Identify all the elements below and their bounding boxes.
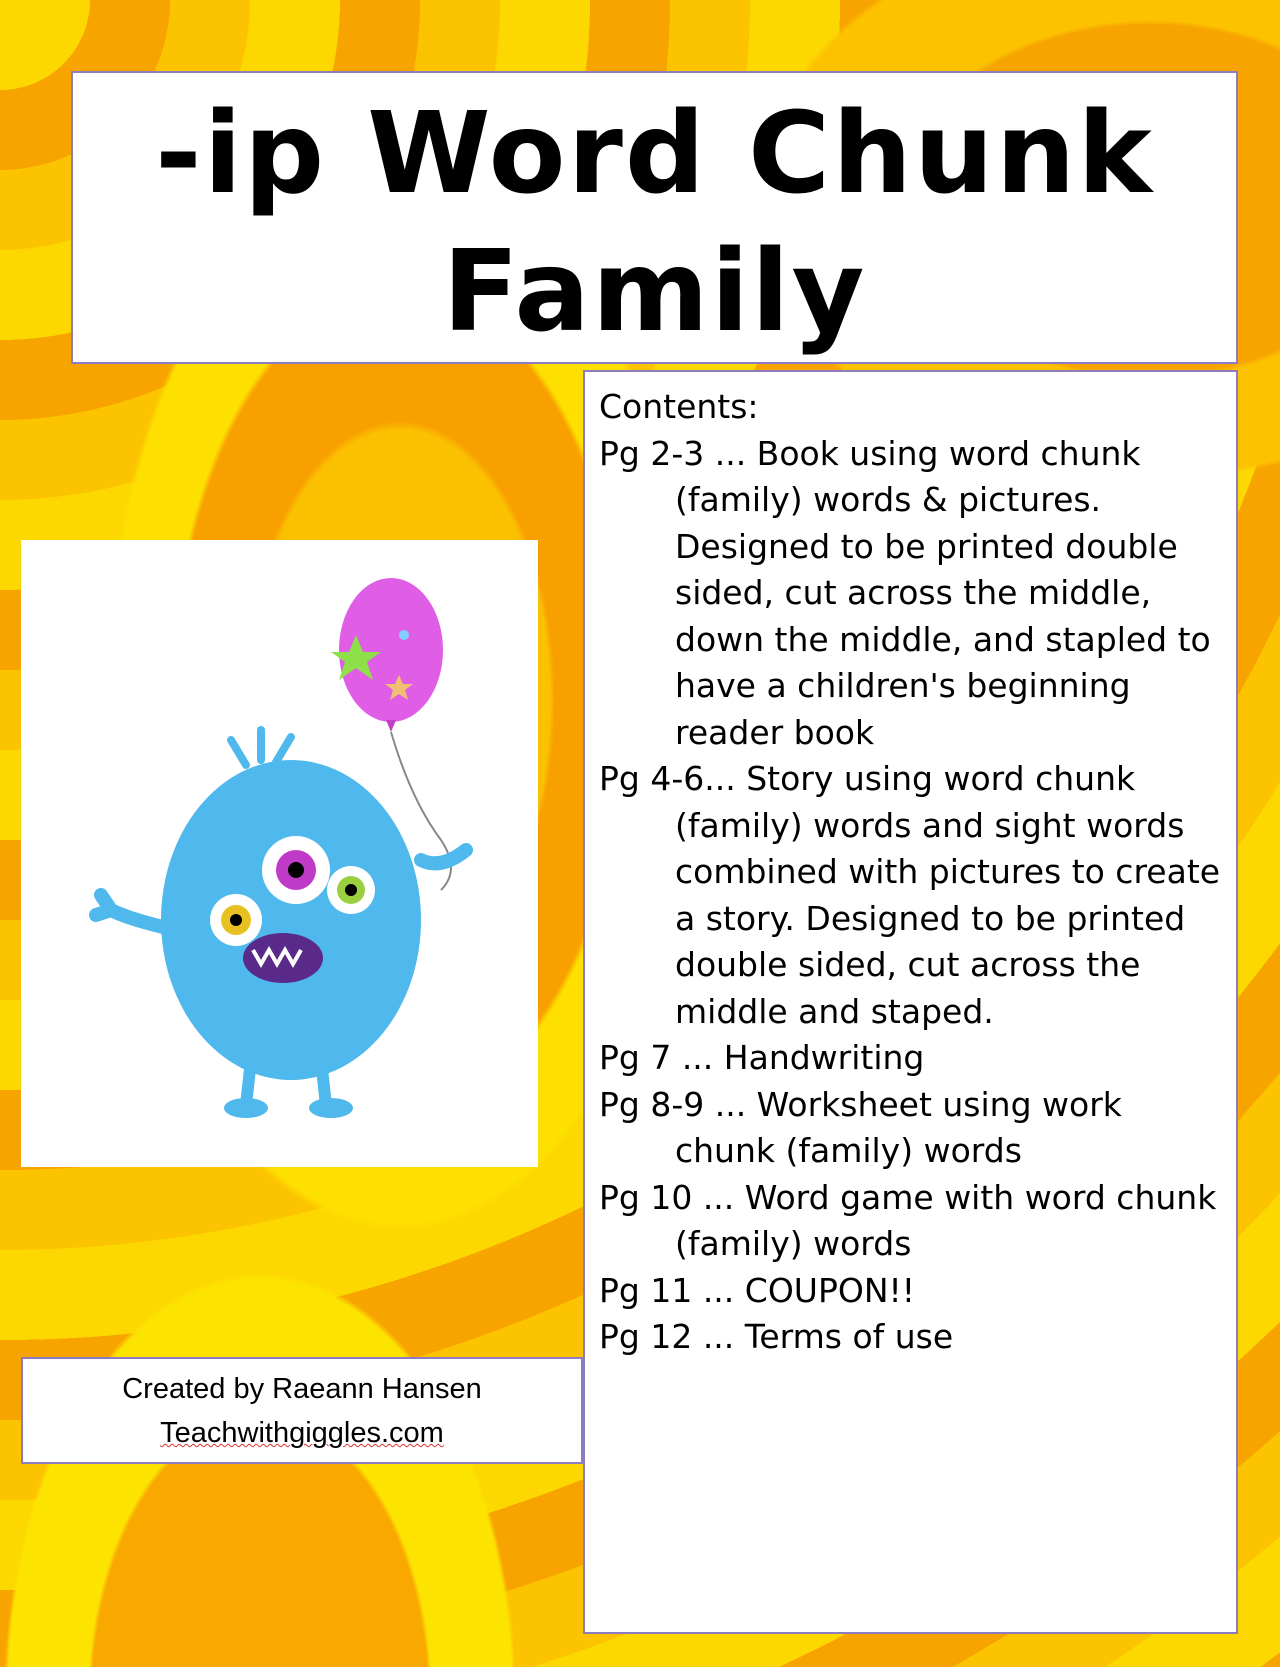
contents-item: Pg 2-3 ... Book using word chunk (family) words & pictures. Designed to be printed double sided, cut across the middle, down the middle, and stapled to have a children's beginning reader book [599,433,1211,752]
title-box [71,71,1238,364]
title-line-1: -ip Word Chunk [155,89,1154,219]
contents-item: Pg 7 ... Handwriting [599,1038,925,1077]
author-credit: Created by Raeann Hansen [122,1373,482,1405]
monster-illustration [21,540,538,1167]
contents-item: Pg 8-9 ... Worksheet using work chunk (family) words [599,1084,1122,1170]
contents-item: Pg 11 ... COUPON!! [599,1270,915,1310]
title-line-2: Family [442,227,867,357]
website-link[interactable]: Teachwithgiggles.com [160,1417,444,1449]
contents-box [583,370,1238,1634]
contents-item: Pg 10 ... Word game with word chunk (family) words [599,1177,1217,1263]
contents-item: Pg 12 ... Terms of use [599,1317,954,1356]
credit-box [21,1357,583,1464]
contents-heading: Contents: [599,387,759,426]
contents-item: Pg 4-6... Story using word chunk (family) words and sight words combined with pictures to create a story. Designed to be printed double sided, cut across the middle and staped. [599,759,1221,1031]
